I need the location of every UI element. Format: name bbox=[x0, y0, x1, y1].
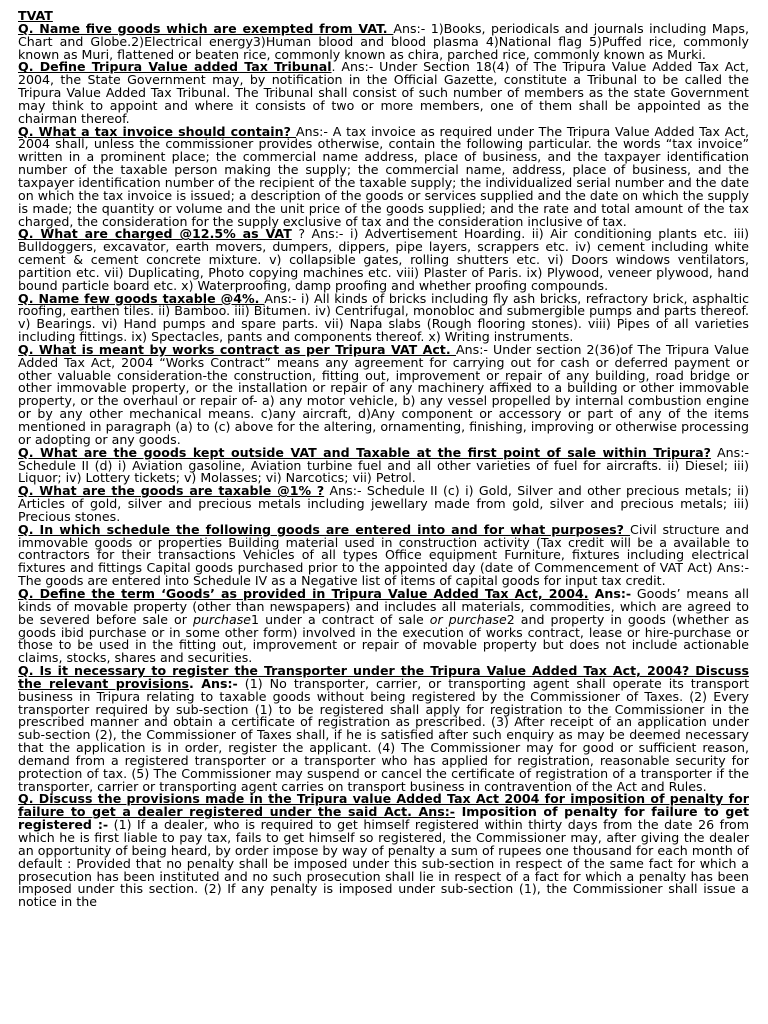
qa-paragraph bbox=[18, 20, 749, 62]
qa-paragraph bbox=[18, 61, 749, 125]
answer-text: . Ans:- Under Section 18(4) of The Tripura Value Added Tax Act, 2004, the State Government may, by notification in the Official Gazette, constitute a Tribunal to be called the Tripura Value Added Tax Tribunal. The Tribunal shall consist of such number of members as the state Government may think to appoint and where it consists of two or more members, one of them shall be appointed as the chairman thereof. bbox=[18, 59, 750, 126]
question-text: Q. What are the goods kept outside VAT and Taxable at the first point of sale within Tripura? bbox=[18, 444, 711, 460]
qa-paragraph bbox=[18, 123, 749, 229]
qa-paragraph bbox=[18, 341, 749, 447]
answer-text: (1) If a dealer, who is required to get himself registered within thirty days from the date 26 from which he is first liable to pay tax, fails to get himself so registered, the Commissioner may, after giving the dealer an opportunity of being heard, by order impose by way of penalty a sum of rupees one thousand for each month of default : Provided that no penalty shall be imposed under this sub-section in respect of the same fact for which a prosecution has been instituted and no such prosecution shall lie in respect of a fact for which a penalty has been imposed under this section. (2) If any penalty is imposed under sub-section (1), the Commissioner shall issue a notice in the bbox=[18, 817, 749, 910]
question-text: Q. What are the goods are taxable @1% ? bbox=[18, 483, 325, 499]
answer-text: Ans:- Schedule II (c) i) Gold, Silver and other precious metals; ii) Articles of gold, silver and precious metals including jewellary made from gold, silver and precious metals; iii) Precious stones. bbox=[18, 483, 749, 524]
question-text: Q. What is meant by works contract as per Tripura VAT Act. bbox=[18, 341, 457, 357]
answer-text: 1 under a contract of sale bbox=[251, 611, 430, 627]
qa-paragraph bbox=[18, 485, 749, 524]
answer-italic: purchase bbox=[192, 611, 252, 627]
question-text: Q. Define the term ‘Goods’ as provided in Tripura Value Added Tax Act, 2004. bbox=[18, 585, 589, 601]
answer-text: Civil structure and immovable goods or properties Building material used in construction activity (Tax credit will be a available to contractors for their transactions Vehicles of all types Office equipment Furniture, fixtures including electrical fixtures and fittings Capital goods purchased prior to the appointed day (date of Commencement of VAT Act) Ans:- The goods are entered into Schedule IV as a Negative list of items of capital goods for input tax credit. bbox=[18, 521, 749, 589]
answer-italic: or purchase bbox=[429, 611, 507, 627]
qa-paragraph bbox=[18, 793, 749, 909]
answer-lead: . Ans:- bbox=[189, 675, 238, 691]
question-text: Q. Discuss the provisions made in the Tripura value Added Tax Act 2004 for imposition of penalty for failure to get a dealer registered under the said Act. Ans:- bbox=[18, 791, 749, 820]
answer-text: ? Ans:- i) Advertisement Hoarding. ii) Air conditioning plants etc. iii) Bulldoggers, excavator, earth movers, dumpers, dippers, pipe layers, scrappers etc. iv) cement including white cement & cement concrete mixture. v) collapsible gates, rolling shutters etc. vi) Doors windows ventilators, partition etc. vii) Duplicating, Photo copying machines etc. viii) Plaster of Paris. ix) Plywood, veneer plywood, hand bound particle board etc. x) Waterproofing, damp proofing and whether proofing compounds. bbox=[18, 226, 749, 293]
answer-lead: Imposition of penalty for failure to get registered :- bbox=[18, 804, 749, 833]
question-text: Q. What are charged @12.5% as VAT bbox=[18, 226, 292, 242]
answer-text: Ans:- 1)Books, periodicals and journals including Maps, Chart and Globe.2)Electrical energy3)Human blood and blood plasma 4)National flag 5)Puffed rice, commonly known as Muri, flattened or beaten rice, commonly known as chira, parched rice, commonly known as Murki. bbox=[18, 20, 749, 62]
question-text: Q. Is it necessary to register the Transporter under the Tripura Value Added Tax Act, 2004? Discuss the relevant provisions bbox=[18, 663, 749, 691]
document-title: TVAT bbox=[18, 8, 53, 23]
question-text: Q. What a tax invoice should contain? bbox=[18, 123, 297, 139]
question-text: Q. In which schedule the following goods are entered into and for what purposes? bbox=[18, 521, 631, 537]
answer-text: Ans:- Schedule II (d) i) Aviation gasoline, Aviation turbine fuel and all other varieties of fuel for aircrafts. ii) Diesel; iii) Liquor; iv) Lottery tickets; v) Molasses; vi) Narcotics; vii) Petrol. bbox=[18, 444, 749, 486]
qa-paragraph bbox=[18, 521, 749, 589]
answer-text: Goods’ means all kinds of movable property (other than newspapers) and includes all materials, commodities, which are agreed to be severed before sale or bbox=[18, 585, 750, 627]
answer-text: Ans:- A tax invoice as required under The Tripura Value Added Tax Act, 2004 shall, unless the commissioner provides otherwise, contain the following particular. the words “tax invoice” written in a prominent place; the commercial name address, place of business, and the taxpayer identification number of the taxable person making the supply; the commercial name, address, place of business, and the taxpayer identification number of the recipient of the taxable supply; the individualized serial number and the date on which the tax invoice is issued; a description of the goods or services supplied and the date on which the supply is made; the quantity or volume and the unit price of the goods supplied; and the rate and total amount of the tax charged, the consideration for the supply exclusive of tax and the consideration inclusive of tax. bbox=[18, 123, 749, 229]
question-text: Q. Define Tripura Value added Tax Tribunal bbox=[18, 59, 332, 75]
answer-text: Ans:- Under section 2(36)of The Tripura Value Added Tax Act, 2004 “Works Contract” means any agreement for carrying out for cash or deferred payment or other valuable consideration-the construction, fitting out, improvement or repair of any building, road bridge or other immovable property, or the installation or repair of any machinery affixed to a building or other immovable property, or the overhaul or repair of- a) any motor vehicle, b) any vessel propelled by internal combustion engine or by any other mechanical means. c)any aircraft, d)Any component or accessory or part of any of the items mentioned in paragraph (a) to (c) above for the altering, ornamenting, finishing, improving or otherwise processing or adopting or any goods. bbox=[18, 341, 749, 447]
qa-paragraph bbox=[18, 444, 749, 486]
qa-paragraph bbox=[18, 228, 749, 292]
qa-paragraph bbox=[18, 290, 750, 345]
question-text: Q. Name few goods taxable @4%. bbox=[18, 290, 265, 306]
answer-text: (1) No transporter, carrier, or transporting agent shall operate its transport business in Tripura relating to taxable goods without being registered by the Commissioner of Taxes. (2) Every transporter required by sub-section (1) to be registered shall apply for registration to the Commissioner in the prescribed manner and obtain a certificate of registration as prescribed. (3) After receipt of an application under sub-section (2), the Commissioner of Taxes shall, if he is satisfied after such enquiry as may be deemed necessary that the application is in order, register the applicant. (4) The Commissioner may for good or sufficient reason, demand from a registered transporter or a transporter who has applied for registration, reasonable security for protection of tax. (5) The Commissioner may suspend or cancel the certificate of registration of a transporter if the transporter, carrier or transporting agent carries on transport business in contravention of the Act and Rules. bbox=[18, 675, 750, 794]
qa-paragraph bbox=[18, 665, 749, 793]
answer-lead: Ans:- bbox=[588, 585, 632, 601]
answer-text: 2 and property in goods (whether as goods ibid purchase or in some other form) involved in the execution of works contract, lease or hire-purchase or those to be used in the fitting out, improvement or repair of movable property but does not include actionable claims, stocks, shares and securities. bbox=[18, 611, 749, 666]
answer-text: Ans:- i) All kinds of bricks including fly ash bricks, refractory brick, asphaltic roofing, earthen tiles. ii) Bamboo. iii) Bitumen. iv) Centrifugal, monobloc and submergible pumps and parts thereof. v) Bearings. vi) Hand pumps and spare parts. vii) Napa slabs (Rough flooring stones). viii) Pipes of all varieties including fittings. ix) Spectacles, pants and components thereof. x) Writing instruments. bbox=[18, 290, 750, 345]
qa-paragraph bbox=[18, 585, 750, 666]
question-text: Q. Name five goods which are exempted from VAT. bbox=[18, 20, 394, 36]
